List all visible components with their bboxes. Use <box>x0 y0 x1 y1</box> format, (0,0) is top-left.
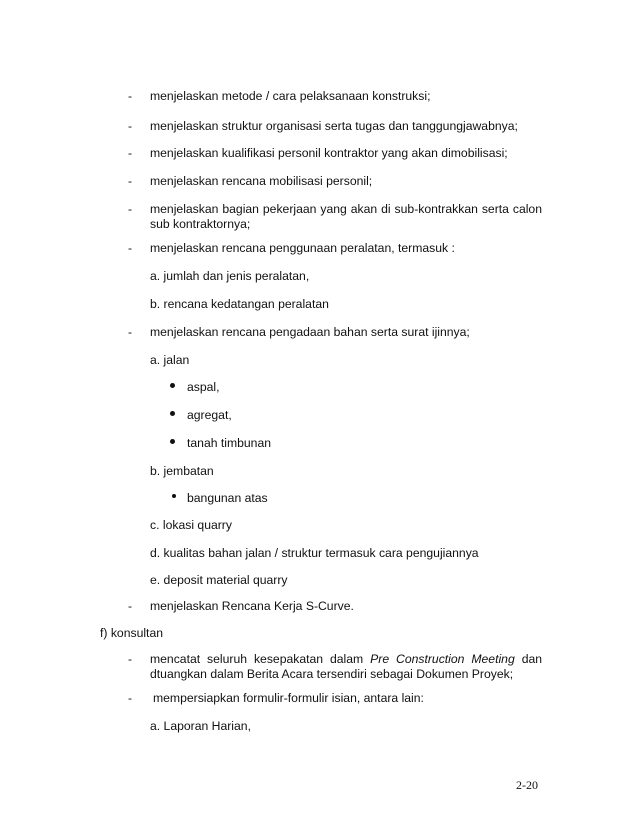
list-dash: - <box>128 652 133 666</box>
list-dash: - <box>128 691 133 705</box>
list-item: mempersiapkan formulir-formulir isian, antara lain: <box>153 691 424 705</box>
bullet-icon <box>170 383 175 388</box>
section-heading: f) konsultan <box>100 626 164 640</box>
sub-item: a. jumlah dan jenis peralatan, <box>150 269 310 283</box>
text-segment: dan <box>521 652 543 666</box>
list-item-continuation: sub kontraktornya; <box>150 217 251 231</box>
bullet-icon <box>170 439 175 444</box>
bullet-item: tanah timbunan <box>187 436 272 450</box>
sub-item: a. Laporan Harian, <box>150 719 251 733</box>
page-number: 2-20 <box>516 778 538 792</box>
list-item-justified: menjelaskan bagian pekerjaan yang akan di sub-kontrakkan serta calon <box>150 202 542 216</box>
list-item: menjelaskan rencana penggunaan peralatan, termasuk : <box>150 241 455 255</box>
bullet-item: agregat, <box>187 408 232 422</box>
bullet-item: aspal, <box>187 380 220 394</box>
sub-item: c. lokasi quarry <box>150 518 232 532</box>
list-item: menjelaskan rencana pengadaan bahan serta surat ijinnya; <box>150 325 470 339</box>
bullet-icon <box>170 411 175 416</box>
list-dash: - <box>128 146 133 160</box>
list-item: menjelaskan kualifikasi personil kontraktor yang akan dimobilisasi; <box>150 146 508 160</box>
sub-item: b. jembatan <box>150 464 214 478</box>
bullet-icon <box>172 494 176 498</box>
list-dash: - <box>128 325 133 339</box>
list-item: menjelaskan struktur organisasi serta tugas dan tanggungjawabnya; <box>150 119 518 133</box>
list-item-continuation: dtuangkan dalam Berita Acara tersendiri sebagai Dokumen Proyek; <box>150 667 514 681</box>
list-item: menjelaskan Rencana Kerja S-Curve. <box>150 599 354 613</box>
list-dash: - <box>128 599 133 613</box>
list-dash: - <box>128 241 133 255</box>
list-item: menjelaskan metode / cara pelaksanaan konstruksi; <box>150 89 431 103</box>
text-segment: mencatat seluruh kesepakatan dalam <box>150 652 364 666</box>
italic-term: Pre Construction Meeting <box>370 652 515 666</box>
sub-item: b. rencana kedatangan peralatan <box>150 297 329 311</box>
list-dash: - <box>128 174 133 188</box>
list-item: menjelaskan rencana mobilisasi personil; <box>150 174 373 188</box>
sub-item: a. jalan <box>150 353 190 367</box>
bullet-item: bangunan atas <box>187 491 268 505</box>
list-dash: - <box>128 202 133 216</box>
sub-item: d. kualitas bahan jalan / struktur termasuk cara pengujiannya <box>150 546 479 560</box>
sub-item: e. deposit material quarry <box>150 573 288 587</box>
list-dash: - <box>128 119 133 133</box>
list-item-justified <box>150 652 542 666</box>
list-dash: - <box>128 89 133 103</box>
